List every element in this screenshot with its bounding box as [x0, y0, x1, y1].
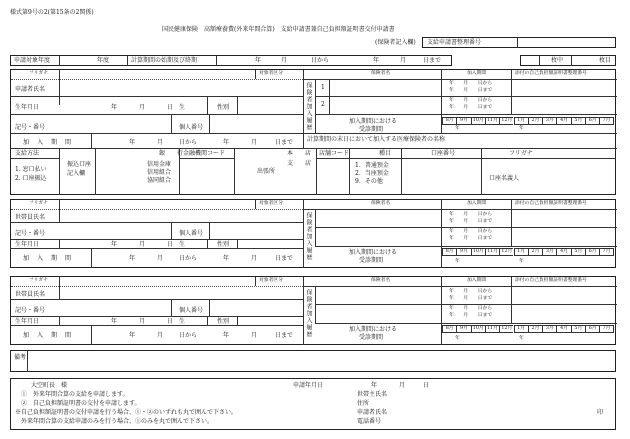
insurer2-from: 年 月 日から: [449, 306, 493, 311]
month-grid-3: [442, 325, 616, 333]
month-cell[interactable]: 5月: [571, 325, 585, 333]
note-certificate-issue: ② 自己負担額証明書の交付を申請します。: [21, 400, 141, 407]
furigana-label: フリガナ: [29, 71, 48, 76]
application-day: 日: [423, 382, 430, 389]
month-cell[interactable]: 9月: [456, 325, 470, 333]
account-type-label: 種目: [379, 150, 392, 157]
applicant-section: フリガナ 申請者氏名 対象者区分 生年月日 年 月 日 生 性別 記号・番号 個人番号 加 入 期 間 年 月 日から 年 月 日まで 保険者加入履歴 保険者名 加入期間 添付の自己負担額証明書整理番号 1 年 月 日から 年 月 日まで 2 年 月 日から 年 月 日まで 加入期間における 受診期間 年 年 計算期間の末日において加入する医療保険者の名称 支給方法 1. 窓口払い 2. 口座振込 振込口座 記入欄 銀 行 信用金庫 信用組合 協同組合 金融機関コード 本 店 支 店 出張所 店舗コード 種目 1．普通預金 2．当座預金 9．その他 口座番号 フリガナ 口座名義人: [10, 69, 616, 195]
month-cell[interactable]: 12月: [499, 325, 513, 333]
birth-label: 生年月日: [15, 104, 40, 111]
month-cell[interactable]: 2月: [528, 248, 542, 256]
month-cell[interactable]: 10月: [471, 117, 485, 125]
insurer2-to: 年 月 日まで: [449, 105, 493, 110]
applicant-sign-label: 申請者氏名: [357, 409, 388, 416]
outlet-label: 出張所: [257, 168, 276, 175]
furigana-label: フリガナ: [29, 201, 48, 206]
receipt-period-label: 加入期間における: [349, 249, 398, 256]
calc-period-row: [10, 55, 452, 66]
remarks-label: 備考: [14, 354, 27, 361]
personal-number-label: 個人番号: [179, 230, 204, 237]
payment-transfer-option[interactable]: 2. 口座振込: [15, 175, 47, 182]
kumiai-label: 信用組合: [147, 169, 172, 176]
receipt-year-1: 年: [455, 126, 460, 131]
month-cell[interactable]: 4月: [556, 117, 570, 125]
cert-number-header: 添付の自己負担額証明書整理番号: [515, 278, 587, 283]
birth-year: 年: [111, 241, 118, 248]
insurer2-from: 年 月 日から: [449, 98, 493, 103]
month-cell[interactable]: 7月: [599, 248, 613, 256]
account-holder-label: 口座名義人: [489, 175, 520, 182]
target-class-label: 対象者区分: [259, 278, 283, 283]
month-cell[interactable]: 3月: [542, 248, 556, 256]
mayor-addressee: 大空町長 様: [31, 382, 68, 389]
insurer-name-header: 保険者名: [371, 71, 391, 76]
insurer-note: (保険者記入欄): [375, 39, 416, 46]
receipt-year-2: 年: [519, 126, 524, 131]
join-end-day: 日まで: [275, 139, 294, 146]
branch-label: 支 店: [287, 160, 312, 167]
branch-code-label: 店舗コード: [319, 150, 350, 157]
join-period-header: 加入期間: [467, 278, 487, 283]
period-label: 計算期間の始期及び終期: [131, 57, 198, 64]
month-cell[interactable]: 7月: [599, 117, 613, 125]
month-cell[interactable]: 5月: [571, 117, 585, 125]
receipt-period-label: 加入期間における: [349, 118, 398, 125]
insurer1-from: 年 月 日から: [449, 81, 493, 86]
month-cell[interactable]: 12月: [499, 248, 513, 256]
join-end-month: 月: [251, 139, 258, 146]
birth-label: 生年月日: [15, 318, 40, 325]
month-cell[interactable]: 4月: [556, 325, 570, 333]
phone-label: 電話番号: [357, 418, 382, 425]
month-cell[interactable]: 3月: [542, 325, 556, 333]
application-year: 年: [371, 382, 378, 389]
month-cell[interactable]: 1月: [514, 325, 528, 333]
note-both: ※自己負担額証明書の交付申請を行う場合、①・②のいずれも丸で囲んで下さい。: [15, 409, 238, 416]
form-title: 国民健康保険 高額療養費(外来年間合算) 支給申請書兼自己負担額証明書交付申請書: [162, 26, 395, 33]
month-cell[interactable]: 4月: [556, 248, 570, 256]
join-start-day: 日から: [179, 255, 198, 262]
join-start-year: 年: [129, 139, 136, 146]
month-cell[interactable]: 9月: [456, 248, 470, 256]
month-cell[interactable]: 8月: [442, 248, 456, 256]
symbol-number-label: 記号・番号: [15, 124, 46, 131]
target-year-label: 申請対象年度: [14, 57, 51, 64]
householder-section-2: [10, 276, 616, 345]
birth-day: 日 生: [167, 104, 186, 111]
current-deposit-option[interactable]: 2．当座預金: [355, 170, 389, 177]
join-end-year: 年: [223, 332, 230, 339]
year-suffix: 年度: [97, 57, 110, 64]
shinkin-label: 信用金庫: [147, 161, 172, 168]
month-grid-2: [442, 248, 616, 256]
bank-field-label-2: 記入欄: [67, 170, 86, 177]
month-cell[interactable]: 1月: [514, 117, 528, 125]
ordinary-deposit-option[interactable]: 1．普通預金: [355, 162, 389, 169]
insurer1-to: 年 月 日まで: [449, 219, 493, 224]
furigana-label: フリガナ: [29, 278, 48, 283]
birth-year: 年: [111, 318, 118, 325]
personal-number-label: 個人番号: [179, 124, 204, 131]
month-cell[interactable]: 12月: [499, 117, 513, 125]
join-end-month: 月: [251, 255, 258, 262]
join-start-month: 月: [157, 255, 164, 262]
month-cell[interactable]: 2月: [528, 325, 542, 333]
account-number-label: 口座番号: [431, 150, 456, 157]
birth-day: 日 生: [167, 318, 186, 325]
management-number-label: 支給申請書整理番号: [427, 39, 482, 46]
month-cell[interactable]: 6月: [585, 325, 599, 333]
insurer1-from: 年 月 日から: [449, 212, 493, 217]
sex-label: 性別: [217, 318, 230, 325]
holder-furigana-label: フリガナ: [509, 150, 533, 157]
month-cell[interactable]: 7月: [599, 325, 613, 333]
bank-code-label: 金融機関コード: [183, 150, 226, 157]
birth-month: 月: [139, 241, 146, 248]
join-start-month: 月: [157, 332, 164, 339]
note-payment-only: 外来年間合算の支給申請のみを行う場合、①のみを丸で囲んで下さい。: [15, 418, 214, 425]
month-cell[interactable]: 11月: [485, 248, 499, 256]
join-end-year: 年: [223, 139, 230, 146]
join-end-month: 月: [251, 332, 258, 339]
join-start-year: 年: [129, 255, 136, 262]
application-date-label: 申請年月日: [293, 382, 324, 389]
month-cell[interactable]: 8月: [442, 325, 456, 333]
month-cell[interactable]: 11月: [485, 117, 499, 125]
insurer2-to: 年 月 日まで: [449, 236, 493, 241]
sheet-index: 枚目: [599, 57, 612, 64]
receipt-period-label: 加入期間における: [349, 326, 398, 333]
join-start-day: 日から: [179, 332, 198, 339]
end-year: 年: [373, 57, 380, 64]
month-cell[interactable]: 1月: [514, 248, 528, 256]
other-deposit-option[interactable]: 9．その他: [355, 178, 383, 185]
receipt-period-label-2: 受診期間: [359, 126, 384, 133]
note-annual-payment: ① 外来年間合算の支給を申請します。: [21, 391, 129, 398]
footer-declaration: [10, 378, 616, 430]
target-class-label: 対象者区分: [259, 71, 283, 76]
sheet-count-box[interactable]: [520, 55, 616, 66]
end-day: 日まで: [423, 57, 442, 64]
insurer-history-label: 保険者加入履歴: [305, 289, 312, 338]
receipt-year-1: 年: [455, 259, 460, 264]
join-start-month: 月: [157, 139, 164, 146]
head-office-label: 本 店: [287, 150, 312, 157]
householder-section-1: [10, 199, 616, 268]
personal-number-label: 個人番号: [179, 307, 204, 314]
application-month: 月: [399, 382, 406, 389]
insurer1-to: 年 月 日まで: [449, 88, 493, 93]
receipt-year-2: 年: [519, 259, 524, 264]
month-cell[interactable]: 10月: [471, 325, 485, 333]
insurer-history-label: 保険者加入履歴: [305, 212, 312, 261]
start-year: 年: [255, 57, 262, 64]
receipt-year-1: 年: [455, 336, 460, 341]
management-number-box[interactable]: [422, 37, 616, 48]
bank-label: 銀 行: [159, 150, 184, 157]
join-period-label: 加 入 期 間: [23, 255, 73, 262]
month-cell[interactable]: 6月: [585, 248, 599, 256]
join-period-header: 加入期間: [467, 201, 487, 206]
month-cell[interactable]: 8月: [442, 117, 456, 125]
insurer-name-header: 保険者名: [371, 201, 391, 206]
join-start-year: 年: [129, 332, 136, 339]
join-end-day: 日まで: [275, 255, 294, 262]
insurer-history-label: 保険者加入履歴: [305, 82, 312, 131]
month-cell[interactable]: 5月: [571, 248, 585, 256]
end-insurer-label: 計算期間の末日において加入する医療保険者の名称: [307, 136, 446, 143]
sheet-total: 枚中: [551, 57, 564, 64]
end-month: 月: [400, 57, 407, 64]
month-cell[interactable]: 6月: [585, 117, 599, 125]
insurer2-to: 年 月 日まで: [449, 313, 493, 318]
join-end-day: 日まで: [275, 332, 294, 339]
insurer1-to: 年 月 日まで: [449, 296, 493, 301]
month-cell[interactable]: 9月: [456, 117, 470, 125]
bank-field-label: 振込口座: [67, 161, 92, 168]
receipt-year-2: 年: [519, 336, 524, 341]
month-cell[interactable]: 11月: [485, 325, 499, 333]
month-cell[interactable]: 3月: [542, 117, 556, 125]
applicant-name-label: 申請者氏名: [15, 86, 46, 93]
join-period-label: 加 入 期 間: [23, 332, 73, 339]
birth-month: 月: [139, 104, 146, 111]
birth-day: 日 生: [167, 241, 186, 248]
address-label: 住所: [357, 400, 370, 407]
symbol-number-label: 記号・番号: [15, 307, 46, 314]
householder-name-label: 世帯員氏名: [15, 291, 46, 298]
householder-name-label: 世帯員氏名: [15, 214, 46, 221]
insurer2-from: 年 月 日から: [449, 229, 493, 234]
birth-label: 生年月日: [15, 241, 40, 248]
cert-number-header: 添付の自己負担額証明書整理番号: [515, 201, 587, 206]
start-day: 日から: [311, 57, 330, 64]
receipt-period-label-2: 受診期間: [359, 257, 384, 264]
insurer-name-header: 保険者名: [371, 278, 391, 283]
sex-label: 性別: [217, 104, 230, 111]
seal-mark: 印: [597, 409, 604, 416]
join-period-header: 加入期間: [467, 71, 487, 76]
birth-year: 年: [111, 104, 118, 111]
join-period-label: 加 入 期 間: [23, 139, 73, 146]
payment-window-option[interactable]: 1. 窓口払い: [15, 166, 47, 173]
insurer1-from: 年 月 日から: [449, 289, 493, 294]
householder-name-sign-label: 世帯主氏名: [357, 391, 388, 398]
month-grid-1: [442, 117, 616, 125]
kyodo-label: 協同組合: [147, 177, 172, 184]
receipt-period-label-2: 受診期間: [359, 334, 384, 341]
sex-label: 性別: [217, 241, 230, 248]
cert-number-header: 添付の自己負担額証明書整理番号: [515, 71, 587, 76]
month-cell[interactable]: 2月: [528, 117, 542, 125]
join-end-year: 年: [223, 255, 230, 262]
start-month: 月: [281, 57, 288, 64]
form-number: 様式第9号の2(第15条の2関係): [10, 9, 94, 16]
join-start-day: 日から: [179, 139, 198, 146]
month-cell[interactable]: 10月: [471, 248, 485, 256]
symbol-number-label: 記号・番号: [15, 230, 46, 237]
birth-month: 月: [139, 318, 146, 325]
payment-method-label: 支給方法: [15, 150, 40, 157]
remarks-box[interactable]: [10, 350, 616, 372]
target-class-label: 対象者区分: [259, 201, 283, 206]
